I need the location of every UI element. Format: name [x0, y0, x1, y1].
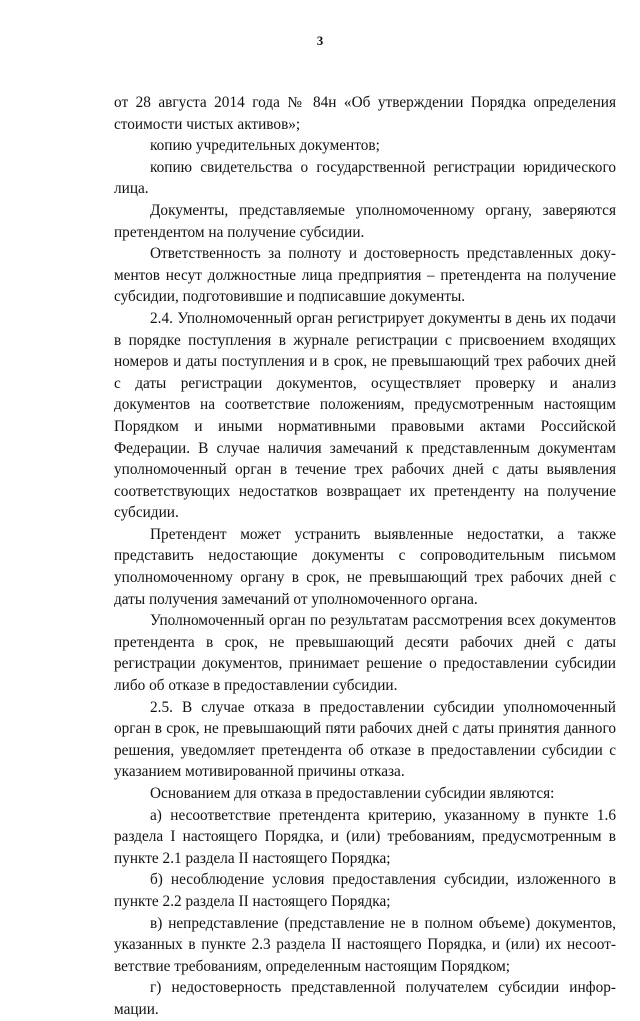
- list-item-registration-certificate: копию свидетельства о государственной регистрации юридического лица.: [114, 158, 616, 198]
- paragraph-continuation: от 28 августа 2014 года № 84н «Об утверждении Порядка определения стоимости чистых активов»;: [114, 94, 616, 133]
- list-item-charter-documents: копию учредительных документов;: [150, 137, 380, 155]
- list-item-a: а) несоответствие претендента критерию, указанному в пункте 1.6 раздела I настоящего Порядка, и (или) требованиям, предусмотренным в пункте 2.1 раздела II настоящего Порядка;: [114, 806, 616, 867]
- paragraph-clause-2-5: 2.5. В случае отказа в предоставлении субсидии уполномоченный орган в срок, не превышающий пяти рабочих дней с даты принятия данного решения, уведомляет претендента об отказе в предоставлении субсидии с указанием мотивированной причины отказа.: [114, 698, 616, 781]
- paragraph-refusal-grounds: Основанием для отказа в предоставлении субсидии являются:: [150, 785, 555, 802]
- paragraph-responsibility: Ответственность за полноту и достоверность представленных документов несут должностные лица предприятия – претендента на получение субсидии, подготовившие и подписавшие документы.: [114, 245, 616, 306]
- paragraph-clause-2-4: 2.4. Уполномоченный орган регистрирует документы в день их подачи в порядке поступления в журнале регистрации с присвоением входящих номеров и даты поступления и в срок, не превышающий трех рабочих дней с даты регистрации документов, осуществляет проверку и анализ документов на соответствие положениям, предусмотренным настоящим Порядком и иными нормативными правовыми актами Российской Федерации. В случае наличия замечаний к представленным документам уполномоченный орган в течение трех рабочих дней с даты выявления соответствующих недостатков возвращает их претенденту на получение субсидии.: [114, 309, 616, 522]
- list-item-g: г) недостоверность представленной получателем субсидии информации.: [114, 979, 616, 1018]
- paragraph-documents-certification: Документы, представляемые уполномоченному органу, заверяются претендентом на получение субсидии.: [114, 201, 616, 241]
- page-number: 3: [316, 33, 324, 48]
- document-body: [114, 92, 616, 1021]
- paragraph-applicant-corrections: Претендент может устранить выявленные недостатки, а также представить недостающие документы с сопроводительным письмом уполномоченному органу в срок, не превышающий трех рабочих дней с даты получения замечаний от уполномоченного органа.: [114, 525, 616, 608]
- paragraph-decision: Уполномоченный орган по результатам рассмотрения всех документов претендента в срок, не превышающий десяти рабочих дней с даты регистрации документов, принимает решение о предоставлении субсидии либо об отказе в предоставлении субсидии.: [114, 612, 616, 695]
- list-item-v: в) непредставление (представление не в полном объеме) документов, указанных в пункте 2.3 раздела II настоящего Порядка, и (или) их несоответствие требованиям, определенным настоящим Порядком;: [114, 914, 616, 975]
- list-item-b: б) несоблюдение условия предоставления субсидии, изложенного в пункте 2.2 раздела II настоящего Порядка;: [114, 871, 616, 910]
